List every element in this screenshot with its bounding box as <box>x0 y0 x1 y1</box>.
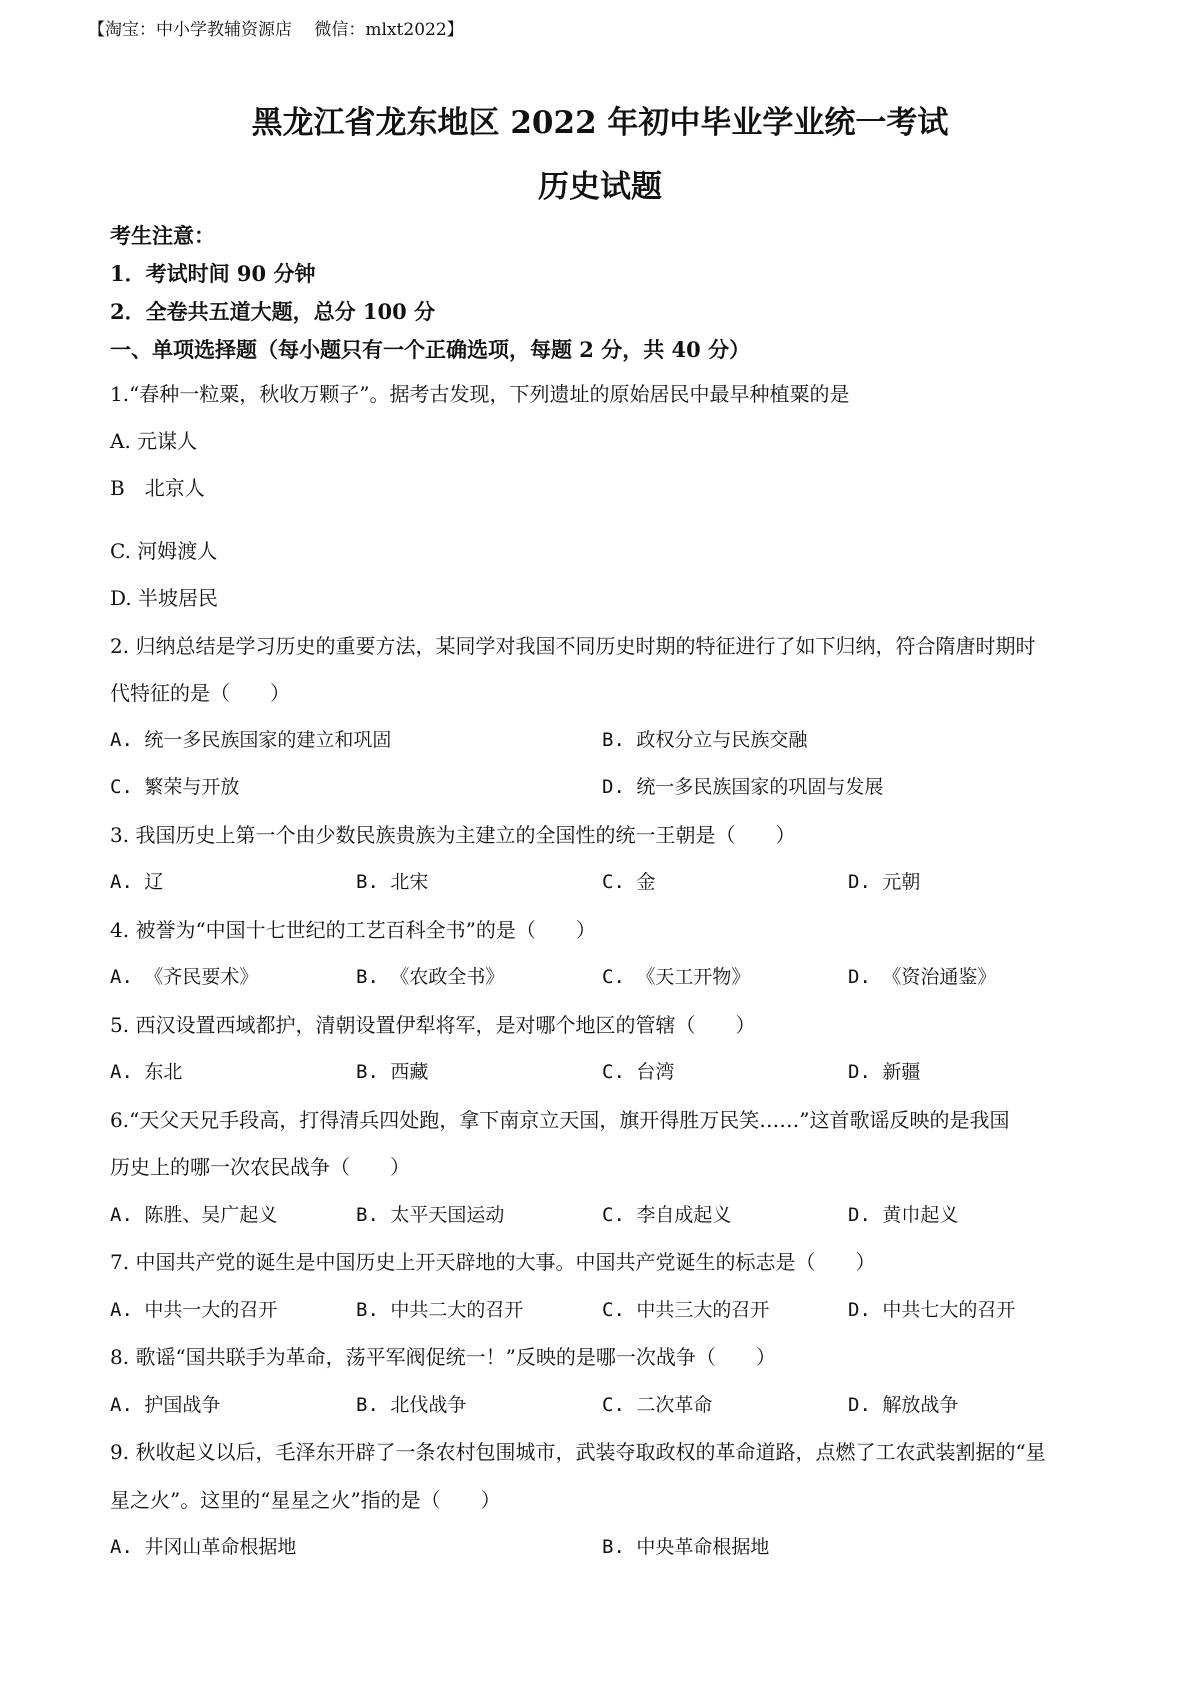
section-heading: 一、单项选择题（每小题只有一个正确选项，每题 2 分，共 40 分） <box>110 337 751 362</box>
answer-option: D. 统一多民族国家的巩固与发展 <box>602 776 884 798</box>
answer-option: C. 中共三大的召开 <box>602 1299 770 1321</box>
answer-option: B. 北伐战争 <box>356 1394 467 1416</box>
question-stem: 9. 秋收起义以后，毛泽东开辟了一条农村包围城市，武装夺取政权的革命道路，点燃了工农武装割据的“星 <box>110 1440 1046 1464</box>
question-stem: 5. 西汉设置西域都护，清朝设置伊犁将军，是对哪个地区的管辖（ ） <box>110 1013 756 1037</box>
answer-option: A. 陈胜、吴广起义 <box>110 1204 278 1226</box>
answer-option: B. 太平天国运动 <box>356 1204 505 1226</box>
answer-option: D. 新疆 <box>848 1061 921 1083</box>
notice-heading: 考生注意： <box>110 223 215 248</box>
answer-option: B. 政权分立与民族交融 <box>602 729 808 751</box>
question-stem: 历史上的哪一次农民战争（ ） <box>110 1155 410 1179</box>
answer-option: C. 繁荣与开放 <box>110 776 240 798</box>
answer-option: C. 二次革命 <box>602 1394 713 1416</box>
question-stem: 7. 中国共产党的诞生是中国历史上开天辟地的大事。中国共产党诞生的标志是（ ） <box>110 1250 876 1274</box>
exam-title: 黑龙江省龙东地区 2022 年初中毕业学业统一考试 <box>251 105 949 141</box>
answer-option: A. 东北 <box>110 1061 183 1083</box>
answer-option: B. 中共二大的召开 <box>356 1299 524 1321</box>
question-stem: 8. 歌谣“国共联手为革命，荡平军阀促统一！”反映的是哪一次战争（ ） <box>110 1345 776 1369</box>
question-stem: 2. 归纳总结是学习历史的重要方法，某同学对我国不同历史时期的特征进行了如下归纳，符合隋唐时期时 <box>110 634 1036 658</box>
answer-option: C. 金 <box>602 871 656 893</box>
answer-option: D. 解放战争 <box>848 1394 959 1416</box>
answer-option: D. 元朝 <box>848 871 921 893</box>
answer-option: C. 台湾 <box>602 1061 675 1083</box>
answer-option: B. 《农政全书》 <box>356 966 505 988</box>
notice-item: 1．考试时间 90 分钟 <box>110 261 316 286</box>
question-stem: 4. 被誉为“中国十七世纪的工艺百科全书”的是（ ） <box>110 918 596 942</box>
answer-option: D. 黄巾起义 <box>848 1204 959 1226</box>
question-stem: 3. 我国历史上第一个由少数民族贵族为主建立的全国性的统一王朝是（ ） <box>110 823 796 847</box>
answer-option: A. 中共一大的召开 <box>110 1299 278 1321</box>
answer-option: D. 《资治通鉴》 <box>848 966 997 988</box>
answer-option: C. 河姆渡人 <box>110 539 218 563</box>
answer-option: D. 半坡居民 <box>110 586 219 610</box>
answer-option: B 北京人 <box>110 476 205 500</box>
answer-option: C. 《天工开物》 <box>602 966 751 988</box>
answer-option: A. 辽 <box>110 871 164 893</box>
answer-option: A. 《齐民要术》 <box>110 966 259 988</box>
notice-item: 2．全卷共五道大题，总分 100 分 <box>110 299 436 324</box>
question-stem: 6.“天父天兄手段高，打得清兵四处跑，拿下南京立天国，旗开得胜万民笑……”这首歌谣反映的是我国 <box>110 1108 1010 1132</box>
question-stem: 星之火”。这里的“星星之火”指的是（ ） <box>110 1488 501 1512</box>
answer-option: A. 护国战争 <box>110 1394 221 1416</box>
exam-subtitle: 历史试题 <box>538 169 662 205</box>
answer-option: C. 李自成起义 <box>602 1204 732 1226</box>
answer-option: B. 北宋 <box>356 871 429 893</box>
answer-option: B. 中央革命根据地 <box>602 1536 770 1558</box>
answer-option: B. 西藏 <box>356 1061 429 1083</box>
question-stem: 1.“春种一粒粟，秋收万颗子”。据考古发现，下列遗址的原始居民中最早种植粟的是 <box>110 382 850 406</box>
answer-option: D. 中共七大的召开 <box>848 1299 1016 1321</box>
answer-option: A. 元谋人 <box>110 429 198 453</box>
answer-option: A. 统一多民族国家的建立和巩固 <box>110 729 392 751</box>
question-stem: 代特征的是（ ） <box>110 681 290 705</box>
answer-option: A. 井冈山革命根据地 <box>110 1536 297 1558</box>
source-watermark-note: 【淘宝：中小学教辅资源店 微信：mlxt2022】 <box>88 20 464 40</box>
